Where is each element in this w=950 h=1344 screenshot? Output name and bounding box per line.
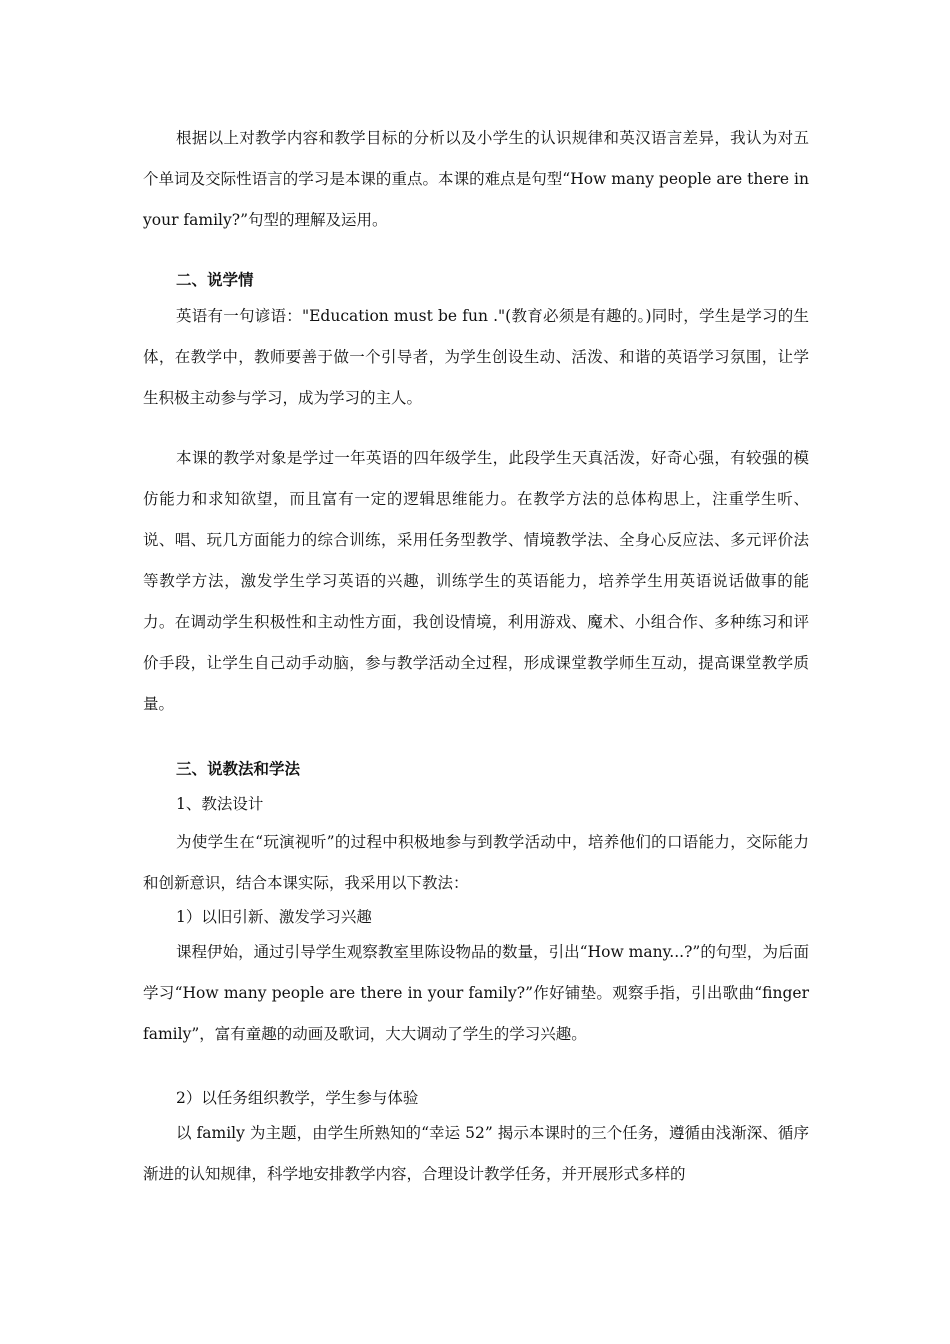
- paragraph-key-points: 根据以上对教学内容和教学目标的分析以及小学生的认识规律和英汉语言差异，我认为对五个单词及交际性语言的学习是本课的重点。本课的难点是句型“How many people are there in your family?”句型的理解及运用。: [143, 129, 809, 229]
- paragraph-method-1: 课程伊始，通过引导学生观察教室里陈设物品的数量，引出“How many...?”的句型，为后面学习“How many people are there in your family?”作好铺垫。观察手指，引出歌曲“finger family”，富有童趣的动画及歌词，大大调动了学生的学习兴趣。: [143, 943, 809, 1043]
- paragraph-teaching-intro: 为使学生在“玩演视听”的过程中积极地参与到教学活动中，培养他们的口语能力，交际能力和创新意识，结合本课实际，我采用以下教法：: [143, 833, 809, 892]
- paragraph-proverb: 英语有一句谚语："Education must be fun ."(教育必须是有趣的。)同时，学生是学习的生体，在教学中，教师要善于做一个引导者，为学生创设生动、活泼、和谐的英语学习氛围，让学生积极主动参与学习，成为学习的主人。: [143, 307, 809, 407]
- section-heading-methods: 三、说教法和学法: [176, 759, 301, 778]
- paragraph-method-2: 以 family 为主题，由学生所熟知的“幸运 52” 揭示本课时的三个任务，遵循由浅渐深、循序渐进的认知规律，科学地安排教学内容，合理设计教学任务，并开展形式多样的: [143, 1124, 809, 1183]
- subheading-method-2: 2）以任务组织教学，学生参与体验: [176, 1089, 419, 1107]
- paragraph-teaching-objects: 本课的教学对象是学过一年英语的四年级学生，此段学生天真活泼，好奇心强，有较强的模仿能力和求知欲望，而且富有一定的逻辑思维能力。在教学方法的总体构思上，注重学生听、说、唱、玩几方面能力的综合训练，采用任务型教学、情境教学法、全身心反应法、多元评价法等教学方法，激发学生学习英语的兴趣，训练学生的英语能力，培养学生用英语说话做事的能力。在调动学生积极性和主动性方面，我创设情境，利用游戏、魔术、小组合作、多种练习和评价手段，让学生自己动手动脑，参与教学活动全过程，形成课堂教学师生互动，提高课堂教学质量。: [143, 449, 809, 713]
- subheading-method-1: 1）以旧引新、激发学习兴趣: [176, 908, 372, 926]
- subheading-teaching-design: 1、教法设计: [176, 795, 264, 813]
- section-heading-student-analysis: 二、说学情: [176, 270, 254, 289]
